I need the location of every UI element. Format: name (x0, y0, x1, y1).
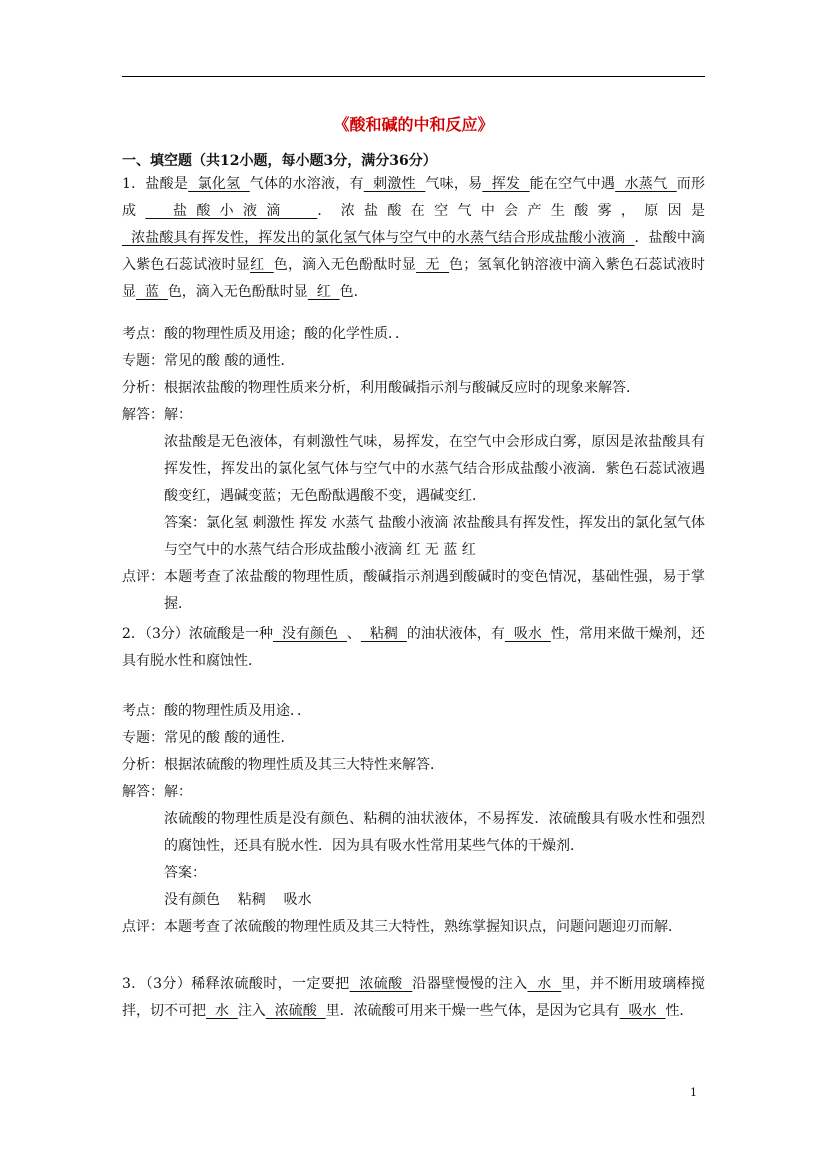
fenxi-label: 分析： (122, 757, 164, 773)
question-text: 色；氢氧化钠溶液中滴入紫色石蕊试液时显 (122, 257, 706, 300)
answer-blank: 红 (307, 284, 340, 300)
kaodian-text: 酸的物理性质及用途；酸的化学性质．． (164, 326, 409, 342)
answer-blank: 粘稠 (360, 626, 407, 642)
question-text: 2．（3分）浓硫酸是一种 (122, 626, 273, 642)
question-text: 气体的水溶液，有 (249, 176, 364, 192)
question-2-solution (122, 698, 705, 941)
answer-label: 答案： (164, 865, 206, 881)
question-text: 而形成 (122, 176, 705, 219)
jieda-label: 解答： (122, 407, 164, 423)
dianping-label: 点评： (122, 569, 164, 585)
question-text: 里．浓硫酸可用来干燥一些气体，是因为它具有 (325, 1003, 620, 1019)
question-text: 的油状液体，有 (406, 626, 505, 642)
answer-blank: 蓝 (136, 284, 168, 300)
answer-text: 答案：氯化氢 刺激性 挥发 水蒸气 盐酸小液滴 浓盐酸具有挥发性，挥发出的氯化氢气体与空气中的水蒸气结合形成盐酸小液滴 红 无 蓝 红 (164, 515, 705, 558)
dianping-text: 本题考查了浓盐酸的物理性质，酸碱指示剂遇到酸碱时的变色情况，基础性强，易于掌握． (164, 569, 705, 612)
question-text: 能在空气中遇 (529, 176, 616, 192)
kaodian-label: 考点： (122, 326, 164, 342)
zhuanti-text: 常见的酸 酸的通性． (164, 353, 295, 369)
question-1-solution (122, 321, 705, 618)
zhuanti-text: 常见的酸 酸的通性． (164, 730, 295, 746)
answer-text: 没有颜色 粘稠 吸水 (164, 892, 312, 908)
header-rule (122, 76, 705, 77)
question-text: 1．盐酸是 (122, 176, 189, 192)
answer-blank: 浓硫酸 (265, 1003, 326, 1019)
answer-blank: 氯化氢 (188, 176, 250, 192)
dianping-label: 点评： (122, 919, 164, 935)
question-text: 性． (665, 1003, 694, 1019)
document-title: 《酸和碱的中和反应》 (333, 115, 494, 134)
question-text: 色，滴入无色酚酞时显 (167, 284, 308, 300)
jieda-body: 浓硫酸的物理性质是没有颜色、粘稠的油状液体，不易挥发．浓硫酸具有吸水性和强烈的腐蚀性，还具有脱水性．因为具有吸水性常用某些气体的干燥剂． (164, 811, 705, 854)
zhuanti-label: 专题： (122, 730, 164, 746)
answer-blank: 水蒸气 (615, 176, 677, 192)
question-text: 沿器壁慢慢的注入 (412, 976, 528, 992)
question-text: 色，滴入无色酚酞时显 (273, 257, 417, 273)
question-text: 里，并不断用玻璃棒搅拌，切不可把 (122, 976, 705, 1019)
question-1 (122, 171, 705, 306)
page-number: 1 (690, 1086, 697, 1099)
question-text: 气味，易 (425, 176, 483, 192)
question-3 (122, 971, 705, 1025)
answer-blank: 水 (206, 1003, 238, 1019)
question-2 (122, 621, 705, 675)
jieda-body: 浓盐酸是无色液体，有刺激性气味，易挥发，在空气中会形成白雾，原因是浓盐酸具有挥发性，挥发出的氯化氢气体与空气中的水蒸气结合形成盐酸小液滴．紫色石蕊试液遇酸变红，遇碱变蓝；无色酚酞遇酸不变，遇碱变红． (164, 434, 705, 504)
fenxi-text: 根据浓盐酸的物理性质来分析，利用酸碱指示剂与酸碱反应时的现象来解答． (164, 380, 640, 396)
answer-blank: 浓硫酸 (349, 976, 413, 992)
jieda-text: 解： (164, 784, 192, 800)
question-text: ．盐酸中滴入紫色石蕊试液时显 (122, 230, 705, 273)
jieda-label: 解答： (122, 784, 164, 800)
answer-blank: 挥发 (482, 176, 530, 192)
answer-blank: 吸水 (504, 626, 551, 642)
answer-blank: 吸水 (619, 1003, 666, 1019)
zhuanti-label: 专题： (122, 353, 164, 369)
question-text: ．浓盐酸在空气中会产生酸雾，原因是 (317, 203, 705, 219)
dianping-text: 本题考查了浓硫酸的物理性质及其三大特性，熟练掌握知识点，问题问题迎刃而解． (164, 919, 682, 935)
question-text: 注入 (237, 1003, 266, 1019)
question-text: 色． (339, 284, 368, 300)
jieda-text: 解： (164, 407, 192, 423)
section-heading: 一、填空题（共12小题，每小题3分，满分36分） (122, 153, 437, 169)
answer-blank: 没有颜色 (273, 626, 347, 642)
answer-blank: 水 (527, 976, 562, 992)
question-text: 、 (346, 626, 361, 642)
answer-blank: 盐酸小液滴 (145, 203, 318, 219)
fenxi-text: 根据浓硫酸的物理性质及其三大特性来解答． (164, 757, 444, 773)
answer-blank: 无 (416, 257, 450, 273)
kaodian-label: 考点： (122, 703, 164, 719)
question-text: 3．（3分）稀释浓硫酸时，一定要把 (122, 976, 350, 992)
question-text: 性，常用来做干燥剂，还具有脱水性和腐蚀性． (122, 626, 705, 669)
fenxi-label: 分析： (122, 380, 164, 396)
kaodian-text: 酸的物理性质及用途．． (164, 703, 311, 719)
answer-blank: 浓盐酸具有挥发性，挥发出的氯化氢气体与空气中的水蒸气结合形成盐酸小液滴 (122, 230, 635, 246)
answer-blank: 刺激性 (363, 176, 426, 192)
answer-blank: 红 (250, 257, 274, 273)
